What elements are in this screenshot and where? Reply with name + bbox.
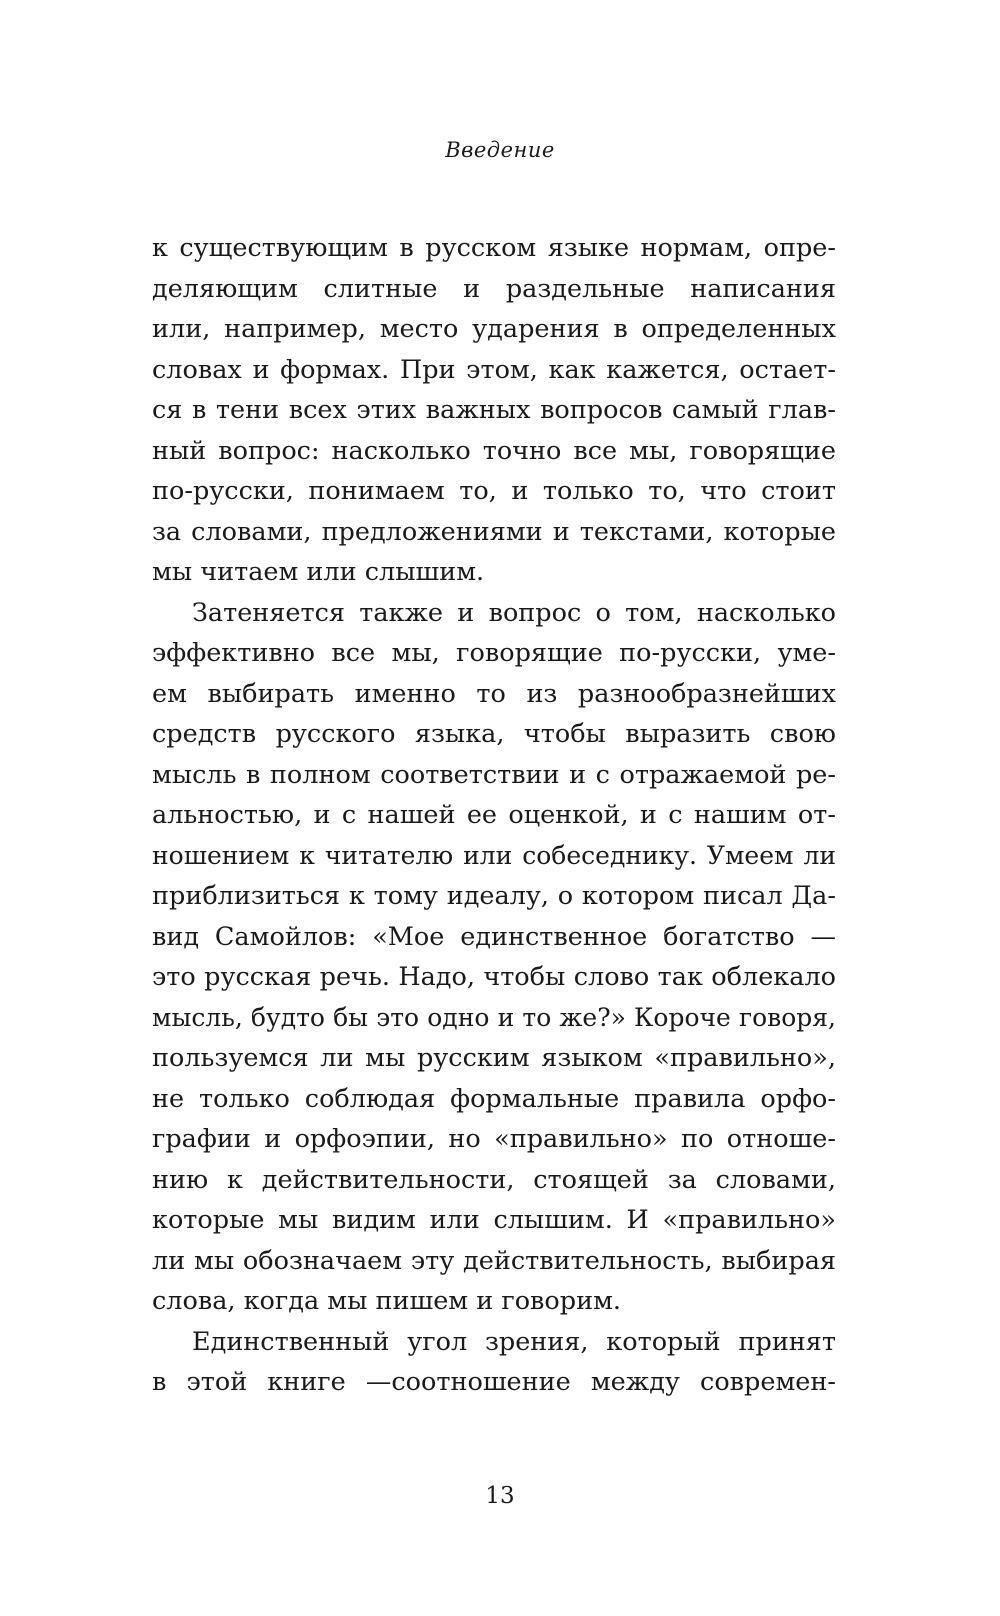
text-line: за словами, предложениями и текстами, которые bbox=[152, 516, 836, 547]
text-line: словах и формах. При этом, как кажется, остает- bbox=[152, 354, 836, 385]
text-line: или, например, место ударения в определенных bbox=[152, 314, 836, 344]
text-line: ли мы обозначаем эту действительность, выбирая bbox=[152, 1245, 836, 1276]
text-line: мысль в полном соответствии и с отражаемой ре- bbox=[152, 759, 836, 790]
text-line: которые мы видим или слышим. И «правильно» bbox=[152, 1205, 836, 1235]
text-line: мы читаем или слышим. bbox=[152, 557, 485, 587]
text-line: альностью, и с нашей ее оценкой, и с нашим от- bbox=[152, 800, 836, 830]
text-line: Затеняется также и вопрос о том, насколько bbox=[192, 597, 836, 628]
text-line: в этой книге —соотношение между современ- bbox=[152, 1367, 836, 1397]
paragraph bbox=[152, 228, 836, 593]
text-line: к существующим в русском языке нормам, опре- bbox=[152, 233, 836, 263]
text-line: ношением к читателю или собеседнику. Умеем ли bbox=[152, 840, 836, 870]
text-line: это русская речь. Надо, чтобы слово так облекало bbox=[152, 962, 836, 992]
text-line: приблизиться к тому идеалу, о котором писал Да- bbox=[152, 881, 836, 911]
text-line: эффективно все мы, говорящие по-русски, уме- bbox=[152, 638, 836, 668]
text-line: слова, когда мы пишем и говорим. bbox=[152, 1286, 622, 1316]
paragraph bbox=[152, 1322, 836, 1403]
text-line: пользуемся ли мы русским языком «правильно», bbox=[152, 1043, 836, 1073]
text-line: деляющим слитные и раздельные написания bbox=[152, 273, 836, 304]
text-line: ся в тени всех этих важных вопросов самый глав- bbox=[152, 395, 836, 425]
body-text bbox=[152, 228, 836, 1403]
text-line: не только соблюдая формальные правила орфо- bbox=[152, 1083, 836, 1114]
text-line: Единственный угол зрения, который принят bbox=[192, 1326, 836, 1357]
running-head: Введение bbox=[445, 138, 555, 162]
text-line: средств русского языка, чтобы выразить свою bbox=[152, 719, 836, 749]
text-line: графии и орфоэпии, но «правильно» по отноше- bbox=[152, 1124, 836, 1154]
text-line: вид Самойлов: «Мое единственное богатство — bbox=[152, 921, 836, 952]
paragraph bbox=[152, 593, 836, 1322]
text-line: нию к действительности, стоящей за словами, bbox=[152, 1164, 836, 1195]
page-number: 13 bbox=[485, 1483, 515, 1509]
text-line: ный вопрос: насколько точно все мы, говорящие bbox=[152, 435, 836, 466]
text-line: мысль, будто бы это одно и то же?» Короче говоря, bbox=[152, 1002, 836, 1032]
text-line: по-русски, понимаем то, и только то, что стоит bbox=[152, 476, 836, 506]
text-line: ем выбирать именно то из разнообразнейших bbox=[152, 678, 836, 709]
